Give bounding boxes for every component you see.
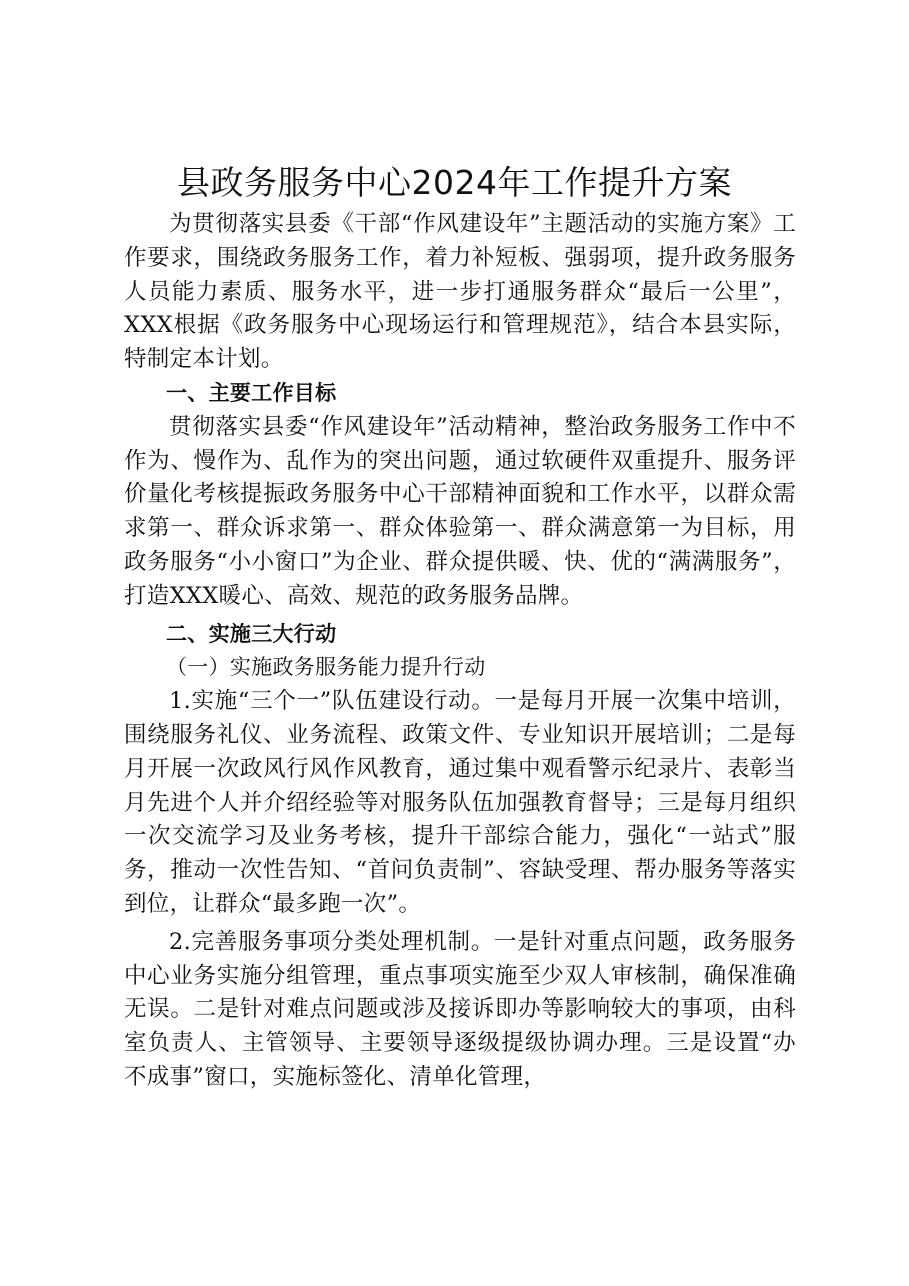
goals-paragraph: 贯彻落实县委“作风建设年”活动精神，整治政务服务工作中不作为、慢作为、乱作为的突出问题，通过软硬件双重提升、服务评价量化考核提振政务服务中心干部精神面貌和工作水平，以群众需求第一、群众诉求第一、群众体验第一、群众满意第一为目标，用政务服务“小小窗口”为企业、群众提供暖、快、优的“满满服务”，打造XXX暖心、高效、规范的政务服务品牌。 — [124, 413, 796, 609]
item-paragraph-1: 1.实施“三个一”队伍建设行动。一是每月开展一次集中培训，围绕服务礼仪、业务流程、政策文件、专业知识开展培训；二是每月开展一次政风行风作风教育，通过集中观看警示纪录片、表彰当月先进个人并介绍经验等对服务队伍加强教育督导；三是每月组织一次交流学习及业务考核，提升干部综合能力，强化“一站式”服务，推动一次性告知、“首问负责制”、容缺受理、帮办服务等落实到位，让群众“最多跑一次”。 — [124, 688, 796, 917]
document-body — [124, 208, 796, 1095]
section-heading-actions: 二、实施三大行动 — [166, 621, 337, 646]
document-title: 县政务服务中心2024年工作提升方案 — [177, 163, 732, 202]
section-heading-goals: 一、主要工作目标 — [166, 380, 337, 405]
intro-paragraph: 为贯彻落实县委《干部“作风建设年”主题活动的实施方案》工作要求，围绕政务服务工作，着力补短板、强弱项，提升政务服务人员能力素质、服务水平，进一步打通服务群众“最后一公里”，XXX根据《政务服务中心现场运行和管理规范》，结合本县实际，特制定本计划。 — [124, 211, 796, 373]
item-paragraph-2: 2.完善服务事项分类处理机制。一是针对重点问题，政务服务中心业务实施分组管理，重点事项实施至少双人审核制，确保准确无误。二是针对难点问题或涉及接诉即办等影响较大的事项，由科室负责人、主管领导、主要领导逐级提级协调办理。三是设置“办不成事”窗口，实施标签化、清单化管理， — [124, 928, 796, 1090]
subsection-heading-capability: （一）实施政务服务能力提升行动 — [166, 655, 486, 680]
